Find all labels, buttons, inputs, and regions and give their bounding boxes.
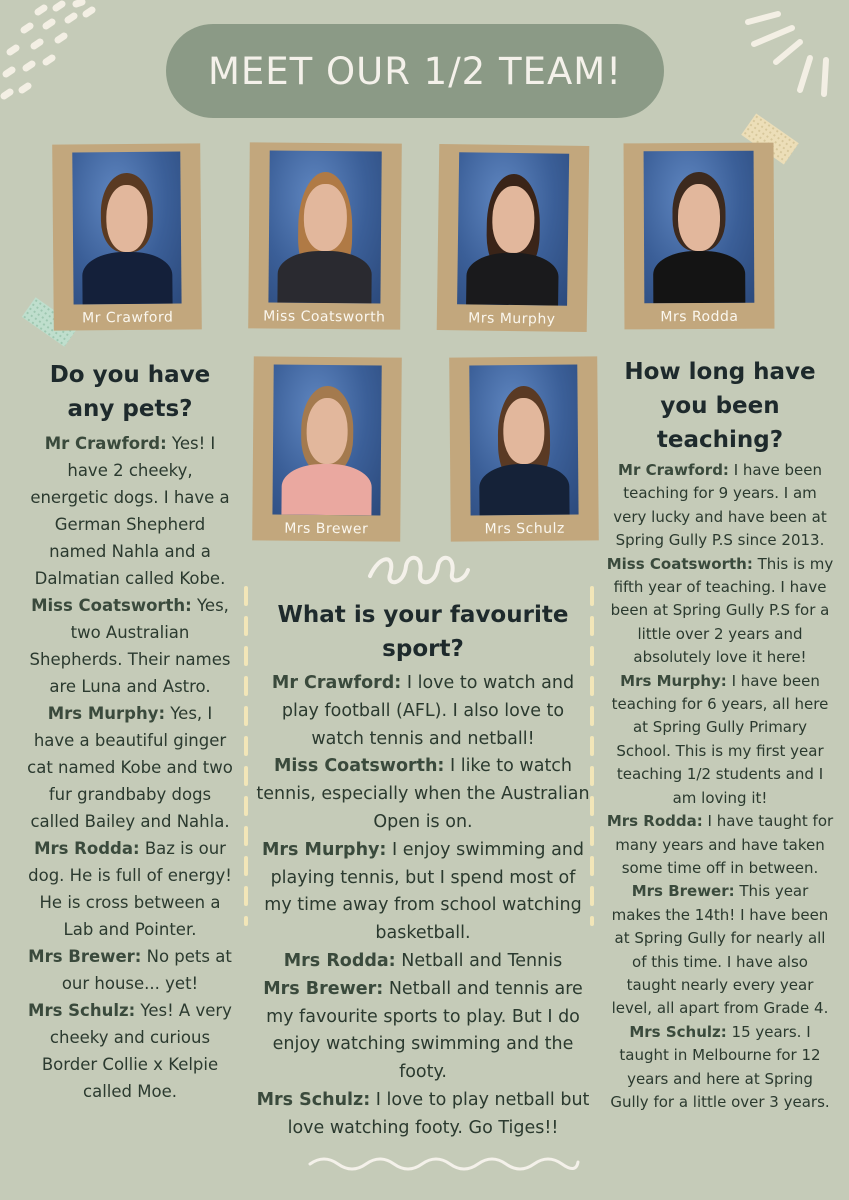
dashed-line-left (242, 586, 250, 926)
portrait-photo (469, 365, 578, 516)
photo-frame-mrs-schulz (449, 356, 599, 541)
sport-entry: Mrs Rodda: Netball and Tennis (283, 950, 563, 971)
photo-frame-mrs-rodda (624, 143, 775, 330)
sport-entry: Mrs Brewer: Netball and tennis are my favourite sports to play. But I do enjoy watching swimming and the footy. (263, 978, 583, 1083)
photo-frame-mr-crawford (52, 143, 202, 330)
doodle-top-left (0, 0, 110, 110)
portrait-photo (72, 152, 181, 305)
photo-frame-mrs-murphy (437, 144, 590, 332)
teacher-name-label: Mrs Rodda (660, 308, 739, 326)
teaching-heading: How long have you been teaching? (624, 359, 816, 453)
teaching-entry: Mrs Rodda: I have taught for many years and have taken some time off in between. (606, 812, 834, 877)
teacher-name-label: Mrs Brewer (284, 520, 369, 538)
teaching-column (606, 355, 834, 1114)
portrait-photo (272, 365, 381, 516)
sport-entry: Mrs Murphy: I enjoy swimming and playing tennis, but I spend most of my time away from school watching basketball. (261, 839, 585, 944)
pets-entry: Mrs Murphy: Yes, I have a beautiful ginger cat named Kobe and two fur grandbaby dogs called Bailey and Nahla. (27, 704, 233, 831)
pets-entry: Mr Crawford: Yes! I have 2 cheeky, energetic dogs. I have a German Shepherd named Nahla and a Dalmatian called Kobe. (30, 434, 230, 588)
pets-heading: Do you have any pets? (49, 362, 211, 422)
photo-frame-miss-coatsworth (248, 142, 402, 329)
teaching-entry: Mrs Schulz: 15 years. I taught in Melbourne for 12 years and here at Spring Gully for a little over 3 years. (610, 1022, 830, 1111)
wavy-line (306, 1152, 582, 1176)
pets-column (26, 358, 234, 1105)
pets-entry: Mrs Rodda: Baz is our dog. He is full of energy! He is cross between a Lab and Pointer. (28, 839, 232, 939)
sport-entry: Miss Coatsworth: I like to watch tennis, especially when the Australian Open is on. (256, 756, 590, 832)
sport-entry: Mr Crawford: I love to watch and play football (AFL). I also love to watch tennis and netball! (271, 673, 575, 749)
teaching-entry: Miss Coatsworth: This is my fifth year of teaching. I have been at Spring Gully P.S for a little over 2 years and absolutely love it here! (606, 554, 834, 667)
loop-squiggle (366, 552, 472, 588)
pets-entry: Miss Coatsworth: Yes, two Australian Shepherds. Their names are Luna and Astro. (29, 596, 231, 696)
pets-entry: Mrs Brewer: No pets at our house... yet! (28, 947, 232, 993)
portrait-photo (268, 151, 381, 304)
title-banner (166, 24, 664, 118)
doodle-top-right (740, 8, 840, 108)
teacher-name-label: Miss Coatsworth (263, 308, 386, 326)
teaching-entry: Mrs Murphy: I have been teaching for 6 years, all here at Spring Gully Primary School. This is my first year teaching 1/2 students and I am loving it! (611, 671, 829, 807)
sport-column (256, 598, 590, 1143)
sport-heading: What is your favourite sport? (277, 602, 569, 662)
teaching-entry: Mrs Brewer: This year makes the 14th! I have been at Spring Gully for nearly all of this time. I have also taught nearly every year level, all apart from Grade 4. (611, 882, 829, 1018)
teacher-name-label: Mr Crawford (82, 309, 174, 327)
teacher-name-label: Mrs Schulz (484, 520, 565, 538)
sport-entry: Mrs Schulz: I love to play netball but love watching footy. Go Tiges!! (256, 1089, 590, 1138)
pets-entry: Mrs Schulz: Yes! A very cheeky and curious Border Collie x Kelpie called Moe. (28, 1001, 232, 1101)
teaching-entry: Mr Crawford: I have been teaching for 9 years. I am very lucky and have been at Spring Gully P.S since 2013. (613, 461, 827, 550)
page-title: MEET OUR 1/2 TEAM! (207, 49, 623, 93)
teacher-name-label: Mrs Murphy (468, 310, 556, 328)
portrait-photo (644, 151, 755, 304)
portrait-photo (457, 152, 569, 306)
photo-frame-mrs-brewer (252, 356, 402, 541)
